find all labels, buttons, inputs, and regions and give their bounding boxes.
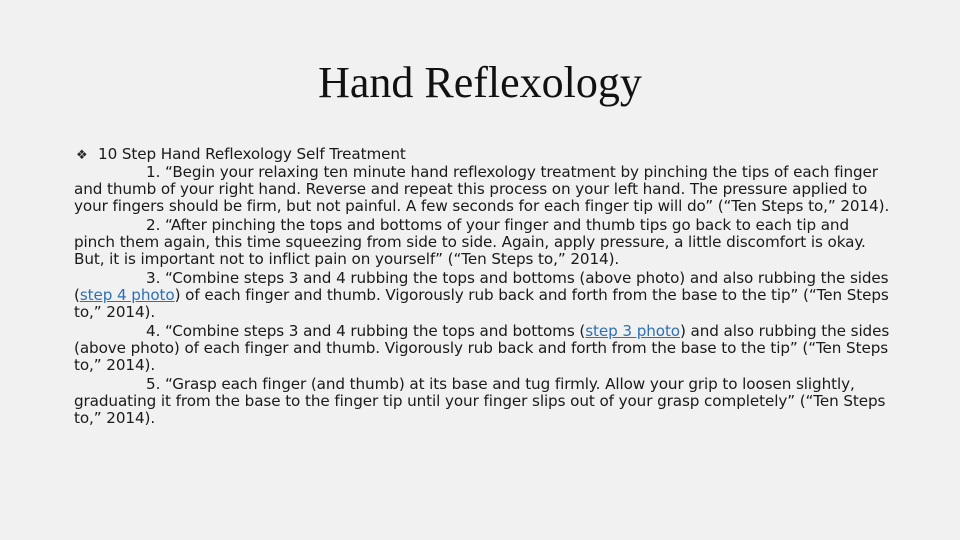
- diamond-bullet-icon: ❖: [76, 148, 88, 163]
- step-4-photo-link[interactable]: step 4 photo: [79, 286, 175, 304]
- slide-body: [74, 144, 894, 429]
- step-3-text-before: 3. “Combine steps 3 and 4 rubbing the tops and bottoms (above photo) and also rubbing the sides (: [74, 269, 889, 304]
- bullet-heading: [76, 144, 894, 164]
- step-3-photo-link[interactable]: step 3 photo: [585, 322, 680, 340]
- step-5-paragraph: [74, 376, 894, 427]
- slide-title: Hand Reflexology: [318, 58, 642, 107]
- step-2-paragraph: [74, 217, 894, 268]
- step-3-text-after: ) of each finger and thumb. Vigorously rub back and forth from the base to the tip” (“Ten Steps to,” 2014).: [74, 286, 889, 321]
- step-4-text-before: 4. “Combine steps 3 and 4 rubbing the tops and bottoms (: [146, 322, 586, 340]
- step-1-paragraph: [74, 164, 894, 215]
- step-5-text: 5. “Grasp each finger (and thumb) at its base and tug firmly. Allow your grip to loosen slightly, graduating it from the base to the finger tip until your finger slips out of your grasp completely” (“Ten Steps to,” 2014).: [74, 375, 886, 427]
- step-4-paragraph: [74, 323, 894, 374]
- bullet-heading-text: 10 Step Hand Reflexology Self Treatment: [98, 145, 406, 163]
- step-2-text: 2. “After pinching the tops and bottoms of your finger and thumb tips go back to each tip and pinch them again, this time squeezing from side to side. Again, apply pressure, a little discomfort is okay. But, it is important not to inflict pain on yourself” (“Ten Steps to,” 2014).: [74, 216, 866, 268]
- step-1-text: 1. “Begin your relaxing ten minute hand reflexology treatment by pinching the tips of each finger and thumb of your right hand. Reverse and repeat this process on your left hand. The pressure applied to your fingers should be firm, but not painful. A few seconds for each finger tip will do” (“Ten Steps to,” 2014).: [74, 163, 890, 215]
- step-4-text-after: ) and also rubbing the sides (above photo) of each finger and thumb. Vigorously rub back and forth from the base to the tip” (“Ten Steps to,” 2014).: [74, 322, 890, 374]
- step-3-paragraph: [74, 270, 894, 321]
